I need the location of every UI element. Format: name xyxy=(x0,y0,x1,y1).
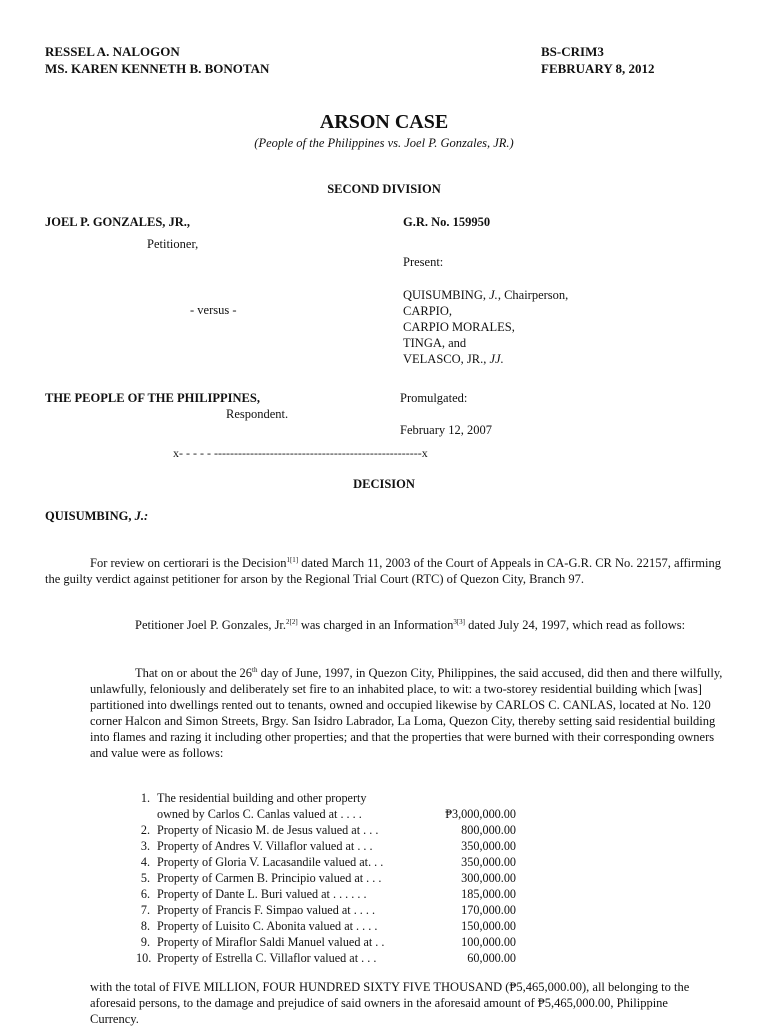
list-item: 4. Property of Gloria V. Lacasandile valued at. . . 350,000.00 xyxy=(140,855,516,869)
petitioner-role: Petitioner, xyxy=(147,237,199,251)
footnote-ref-3[interactable]: 3[3] xyxy=(453,617,465,626)
list-item: 10. Property of Estrella C. Villaflor valued at . . . 60,000.00 xyxy=(136,951,516,965)
list-item: 1. The residential building and other property xyxy=(140,791,367,805)
ponente: QUISUMBING, J.: xyxy=(45,509,149,523)
document-subtitle: (People of the Philippines vs. Joel P. Gonzales, JR.) xyxy=(254,136,514,150)
list-item: 7. Property of Francis F. Simpao valued at . . . . 170,000.00 xyxy=(140,903,516,917)
promulgated-label: Promulgated: xyxy=(400,391,468,405)
justice-1: QUISUMBING, J., Chairperson, xyxy=(403,288,569,302)
header-date: FEBRUARY 8, 2012 xyxy=(541,61,655,76)
list-item: 9. Property of Miraflor Saldi Manuel valued at . . 100,000.00 xyxy=(140,935,516,949)
paragraph-1: For review on certiorari is the Decision$^{1[1]}$ dated March 11, 2003 of the Court of Appeals in CA-G.R. CR No. 22157, affirming the guilty verdict against petitioner for arson by the Regional Trial Court (RTC) of Quezon City, Branch 97. xyxy=(45,555,722,586)
division-heading: SECOND DIVISION xyxy=(327,182,441,196)
justice-4: TINGA, and xyxy=(403,336,467,350)
decision-heading: DECISION xyxy=(353,477,415,491)
information-quote: That on or about the 26th day of June, 1997, in Quezon City, Philippines, the said accused, did then and there wilfully, unlawfully, feloniously and deliberately set fire to an inhabited place, to wit: a two-storey residential building which [was] partitioned into dwellings rented out to tenants, owned and occupied likewise by CARLOS C. CANLAS, located at No. 120 corner Halcon and Simon Streets, Brgy. San Isidro Labrador, La Loma, Quezon City, thereby setting said residential building into flames and razing it including other properties; and that the properties that were burned with their corresponding owners and value were as follows: xyxy=(90,665,723,760)
justice-2: CARPIO, xyxy=(403,304,452,318)
gr-number: G.R. No. 159950 xyxy=(403,215,491,229)
versus-label: - versus - xyxy=(190,303,237,317)
petitioner-name: JOEL P. GONZALES, JR., xyxy=(45,215,191,229)
total-paragraph: with the total of FIVE MILLION, FOUR HUNDRED SIXTY FIVE THOUSAND (₱5,465,000.00), all belonging to the aforesaid persons, to the damage and prejudice of said owners in the aforesaid amount of ₱5,465,000.00, Philippine Currency. xyxy=(90,980,690,1026)
paragraph-2: Petitioner Joel P. Gonzales, Jr.$^{2[2]}$ was charged in an Information$^{3[3]}$ dated July 24, 1997, which read as follows: xyxy=(135,617,686,632)
promulgated-date: February 12, 2007 xyxy=(400,423,492,437)
footnote-ref-1[interactable]: 1[1] xyxy=(286,555,299,564)
respondent-role: Respondent. xyxy=(226,407,289,421)
justice-3: CARPIO MORALES, xyxy=(403,320,515,334)
footnote-ref-2[interactable]: 2[2] xyxy=(286,617,298,626)
list-item: 6. Property of Dante L. Buri valued at . . . . . . 185,000.00 xyxy=(140,887,516,901)
property-list xyxy=(136,790,516,966)
list-item: 5. Property of Carmen B. Principio valued at . . . 300,000.00 xyxy=(140,871,516,885)
justices-list xyxy=(403,287,568,367)
respondent-name: THE PEOPLE OF THE PHILIPPINES, xyxy=(45,391,260,405)
list-item: 8. Property of Luisito C. Abonita valued at . . . . 150,000.00 xyxy=(140,919,516,933)
caption-divider: x- - - - - ----------------------------------------------------x xyxy=(173,446,428,460)
list-item: 3. Property of Andres V. Villaflor valued at . . . 350,000.00 xyxy=(140,839,516,853)
author-1: RESSEL A. NALOGON xyxy=(45,44,180,59)
author-2: MS. KAREN KENNETH B. BONOTAN xyxy=(45,61,270,76)
justice-5: VELASCO, JR., JJ. xyxy=(403,352,504,366)
course-code: BS-CRIM3 xyxy=(541,44,604,59)
list-item: 2. Property of Nicasio M. de Jesus valued at . . . 800,000.00 xyxy=(140,823,516,837)
document-title: ARSON CASE xyxy=(319,111,449,133)
list-item: owned by Carlos C. Canlas valued at . . . . ₱3,000,000.00 xyxy=(157,807,516,821)
present-label: Present: xyxy=(403,255,444,269)
